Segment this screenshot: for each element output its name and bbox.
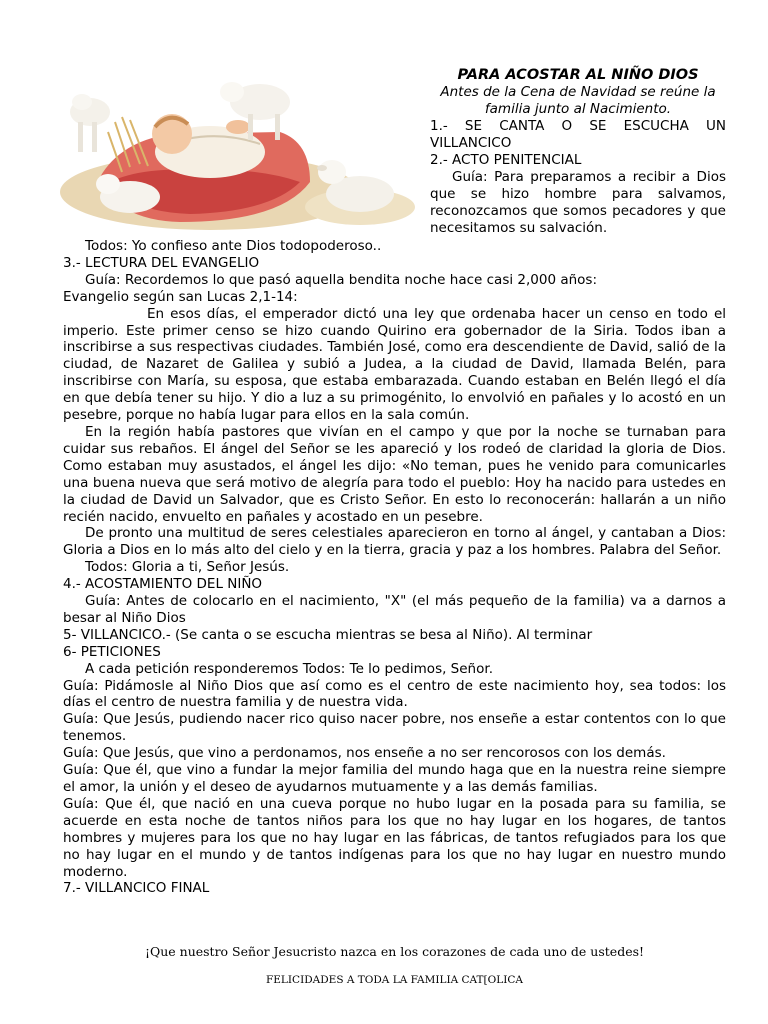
petitions-intro: A cada petición responderemos Todos: Te lo pedimos, Señor.: [85, 660, 493, 677]
lamb-left: [70, 94, 110, 152]
section-2-guide: Guía: Para preparamos a recibir a Dios que se hizo hombre para salvamos, reconozcamos que somos pecadores y que necesitamos su salvación.: [430, 169, 726, 236]
nativity-illustration: [60, 72, 420, 232]
page-subtitle: Antes de la Cena de Navidad se reúne la familia junto al Nacimiento.: [440, 84, 716, 117]
section-3-heading: 3.- LECTURA DEL EVANGELIO: [63, 254, 260, 271]
footer-greeting: FELICIDADES A TODA LA FAMILIA CAT[OLICA: [265, 973, 523, 986]
body-text: [63, 238, 726, 897]
petition: Guía: Que Jesús, pudiendo nacer rico quiso nacer pobre, nos enseñe a estar contentos con lo que tenemos.: [63, 711, 726, 745]
gospel-reference: Evangelio según san Lucas 2,1-14:: [63, 288, 298, 305]
petition: Guía: Que él, que vino a fundar la mejor familia del mundo haga que en la nuestra reine siempre el amor, la unión y el deseo de ayudarnos mutuamente y a las demás familias.: [63, 762, 726, 795]
petition: Guía: Pidámosle al Niño Dios que así como es el centro de este nacimiento hoy, sea todos: los días el centro de nuestra familia y de nuestra vida.: [63, 677, 726, 711]
confession-response: Todos: Yo confieso ante Dios todopoderoso..: [85, 238, 382, 254]
section-1-heading: 1.- SE CANTA O SE ESCUCHA UN VILLANCICO: [430, 118, 726, 151]
section-5-heading: 5- VILLANCICO.- (Se canta o se escucha mientras se besa al Niño). Al terminar: [63, 626, 593, 643]
header-block: [430, 66, 726, 237]
gospel-paragraph: De pronto una multitud de seres celestiales aparecieron en torno al ángel, y cantaban a Dios: Gloria a Dios en lo más alto del cielo y en la tierra, gracia y paz a los hombres. Palabra del Señor.: [63, 525, 726, 559]
baby-head: [152, 114, 192, 154]
petition: Guía: Que Jesús, que vino a perdonamos, nos enseñe a no ser rencorosos con los demás.: [63, 745, 666, 762]
section-7-heading: 7.- VILLANCICO FINAL: [63, 880, 210, 897]
gospel-paragraph: En la región había pastores que vivían en el campo y que por la noche se turnaban para cuidar sus rebaños. El ángel del Señor se les apareció y los rodeó de claridad la gloria de Dios. Como estaban muy asustados, el ángel les dijo: «No teman, pues he venido para comunicarles una buena nueva que será motivo de alegría para todo el pueblo: Hoy ha nacido para ustedes en la ciudad de David un Salvador, que es Cristo Señor. En esto lo reconocerán: hallarán a un niño recién nacido, envuelto en pañales y acostado en un pesebre.: [63, 423, 726, 525]
section-3-guide: Guía: Recordemos lo que pasó aquella bendita noche hace casi 2,000 años:: [85, 271, 598, 288]
section-4-guide: Guía: Antes de colocarlo en el nacimiento, "X" (el más pequeño de la familia) va a darnos a besar al Niño Dios: [63, 593, 726, 626]
closing-blessing: ¡Que nuestro Señor Jesucristo nazca en los corazones de cada uno de ustedes!: [144, 943, 645, 959]
page-title: PARA ACOSTAR AL NIÑO DIOS: [457, 67, 699, 83]
section-6-heading: 6- PETICIONES: [63, 643, 161, 660]
section-2-heading: 2.- ACTO PENITENCIAL: [430, 152, 582, 168]
gloria-response: Todos: Gloria a ti, Señor Jesús.: [85, 559, 290, 576]
petition: Guía: Que él, que nació en una cueva porque no hubo lugar en la posada para su familia, se acuerde en esta noche de tantos niños para los que no hay lugar en los hogares, de tantos hombres y mujeres para los que no hay lugar en las fábricas, de tantos refugiados para los que no hay lugar en el mundo y de tantos indígenas para los que no hay lugar en nuestro mundo moderno.: [63, 795, 726, 880]
gospel-paragraph: En esos días, el emperador dictó una ley que ordenaba hacer un censo en todo el imperio. Este primer censo se hizo cuando Quirino era gobernador de la Siria. Todos iban a inscribirse a sus respectivas ciudades. También José, como era descendiente de David, salió de la ciudad, de Nazaret de Galilea y subió a Judea, a la ciudad de David, llamada Belén, para inscribirse con María, su esposa, que estaba embarazada. Cuando estaban en Belén llegó el día en que debía tener su hijo. Y dio a luz a su primogénito, lo envolvió en pañales y lo acostó en un pesebre, porque no había lugar para ellos en la sala común.: [63, 305, 726, 424]
section-4-heading: 4.- ACOSTAMIENTO DEL NIÑO: [63, 576, 263, 593]
